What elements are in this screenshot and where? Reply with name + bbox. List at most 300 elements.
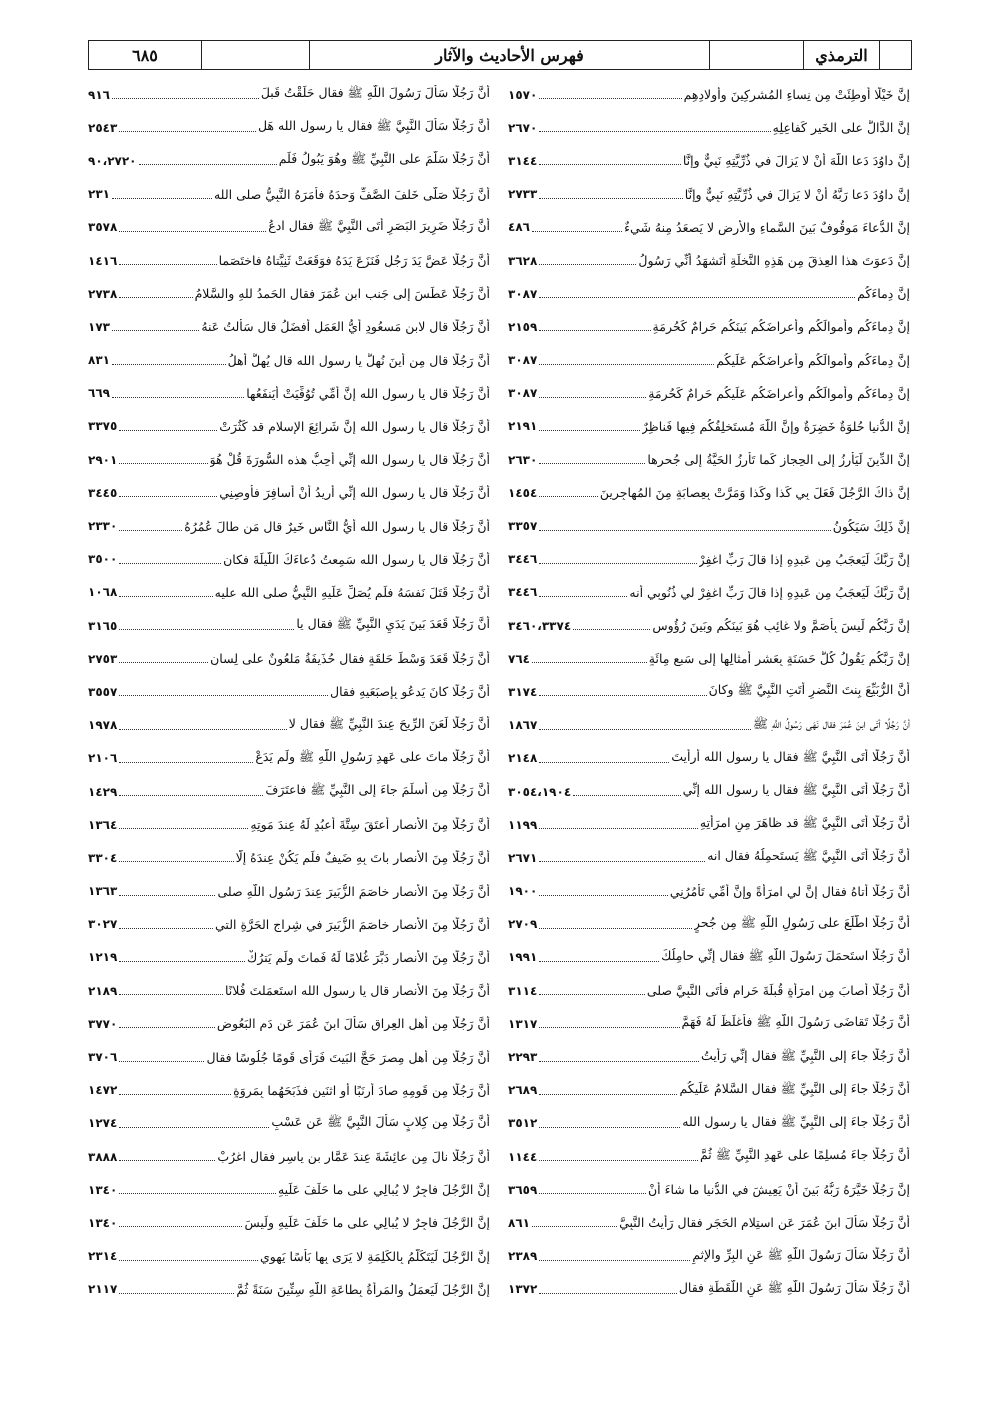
hadith-text: أنَّ رَجُلًا أتَى النَّبِيَّ ﷺ فقال يا رسول الله أرأيتَ <box>671 748 910 764</box>
hadith-number: ١٣١٧ <box>508 1016 538 1031</box>
leader-dots <box>539 721 751 730</box>
index-entry <box>88 808 490 841</box>
hadith-text: إنَّ دَعوَتَ هذا العِذقَ مِن هَذِهِ النَّخلَةِ أتَشهَدُ أنِّي رَسُولُ <box>638 253 910 269</box>
index-entry <box>88 1240 490 1273</box>
index-entry <box>508 1107 910 1140</box>
hadith-text: أنَّ رَجُلًا قال يا رسول الله إنَّ أُمِّي تُوُفِّيَتْ أيَنفَعُها <box>246 385 490 401</box>
leader-dots <box>539 1252 690 1261</box>
hadith-number: ٣٠٥٤،١٩٠٤ <box>508 784 572 799</box>
hadith-text: إنَّ الدُّنيا حُلوَةٌ خَضِرَةٌ وإنَّ اللَّهَ مُستَخلِفُكُم فِيها فَناظِرٌ <box>641 418 910 434</box>
hadith-text: إنَّ رَبَّكُم يَقُولُ كُلُّ حَسَنَةٍ بِعَشرِ أمثالِها إلى سَبعِ مِائَةٍ <box>648 651 910 667</box>
hadith-text: أنَّ رَجُلًا جاءَ إلى النَّبِيِّ ﷺ فقال إنِّي رَأيتُ <box>701 1047 910 1063</box>
index-entry <box>88 410 490 443</box>
hadith-number: ٣٥٠٠ <box>88 552 118 567</box>
hadith-text: إنَّ دِماءَكُم <box>857 286 910 302</box>
hadith-number: ٢٣١ <box>88 187 110 202</box>
index-entry <box>508 543 910 576</box>
leader-dots <box>119 223 266 232</box>
leader-dots <box>112 389 244 398</box>
leader-dots <box>539 455 645 464</box>
index-entry <box>88 941 490 974</box>
index-entry <box>508 941 910 974</box>
hadith-number: ٣١١٤ <box>508 983 538 998</box>
leader-dots <box>539 1285 677 1294</box>
hadith-text: أنَّ رَجُلًا عَضَّ يَدَ رَجُلٍ فَنَزَعَ يَدَهُ فوَقَعَتْ ثَنِيَّتاهُ فاختَصَما <box>218 253 490 269</box>
leader-dots <box>539 1019 679 1028</box>
index-entry <box>508 1206 910 1239</box>
hadith-text: أنَّ رَجُلًا مِنَ الأنصارِ خاصَمَ الزُّبَيرَ في شِراجِ الحَرَّةِ التي <box>215 916 490 932</box>
hadith-number: ٢١٤٨ <box>508 751 538 766</box>
index-entry <box>88 775 490 808</box>
index-entry <box>88 211 490 244</box>
hadith-text: أنَّ رَجُلًا مِنَ الأنصارِ أعتَقَ سِتَّةَ أعبُدٍ لَهُ عِندَ مَوتِهِ <box>250 817 490 833</box>
leader-dots <box>119 1053 204 1062</box>
hadith-text: أنَّ رَجُلًا استَحمَلَ رَسُولَ اللَّهِ ﷺ فقال إنِّي حامِلُكَ <box>661 947 910 963</box>
hadith-number: ٩٠،٢٧٢٠ <box>88 153 137 168</box>
leader-dots <box>539 389 646 398</box>
hadith-number: ٣١٦٥ <box>88 618 118 633</box>
leader-dots <box>119 289 192 298</box>
leader-dots <box>119 754 253 763</box>
hadith-text: أنَّ رَجُلًا عَطَسَ إلى جَنبِ ابنِ عُمَرَ فقال الحَمدُ للهِ والسَّلامُ <box>194 286 490 302</box>
leader-dots <box>539 986 645 995</box>
leader-dots <box>119 1185 276 1194</box>
leader-dots <box>119 1152 215 1161</box>
index-entry <box>88 111 490 144</box>
hadith-text: أنَّ رَجُلًا قال يا رسول الله إنَّ شَرائِعَ الإسلامِ قد كَثُرَتْ <box>219 418 490 434</box>
leader-dots <box>539 123 770 132</box>
leader-dots <box>112 322 199 331</box>
index-entry <box>88 310 490 343</box>
index-entry <box>88 576 490 609</box>
hadith-number: ٤٨٦ <box>508 220 530 235</box>
index-entry <box>88 377 490 410</box>
hadith-number: ١٤٢٩ <box>88 784 118 799</box>
hadith-number: ٣٧٠٦ <box>88 1050 118 1065</box>
index-entry <box>88 1140 490 1173</box>
hadith-number: ٢٧٥٣ <box>88 651 118 666</box>
leader-dots <box>573 621 650 630</box>
hadith-number: ٣٦٥٩ <box>508 1182 538 1197</box>
hadith-text: أنَّ رَجُلًا قَعَدَ وَسْطَ حَلقَةٍ فقال حُذَيفَةُ مَلعُونٌ على لِسانِ <box>210 651 490 667</box>
leader-dots <box>539 555 696 564</box>
hadith-text: أنَّ رَجُلًا مِن كِلابٍ سَألَ النَّبِيَّ ﷺ عَن عَسْبِ <box>271 1113 490 1129</box>
index-entry <box>508 509 910 542</box>
leader-dots <box>539 422 640 431</box>
book-title: الترمذي <box>803 41 879 69</box>
hadith-number: ٢٧٠٩ <box>508 917 538 932</box>
index-entry <box>508 1240 910 1273</box>
hadith-number: ٢٥٤٣ <box>88 120 118 135</box>
index-entry <box>508 1040 910 1073</box>
leader-dots <box>119 887 215 896</box>
leader-dots <box>532 1218 617 1227</box>
leader-dots <box>539 588 627 597</box>
hadith-number: ٣٣٧٥ <box>88 419 118 434</box>
leader-dots <box>119 555 221 564</box>
index-entry <box>508 609 910 642</box>
hadith-text: أنَّ رَجُلًا أصابَ مِنِ امرَأةٍ قُبلَةَ حَرامٍ فأتَى النَّبِيَّ صلى <box>646 983 910 999</box>
hadith-number: ١٧٣ <box>88 319 110 334</box>
index-entry <box>508 1173 910 1206</box>
index-entry <box>508 377 910 410</box>
index-entry <box>508 875 910 908</box>
hadith-text: إنَّ الدِّينَ لَيَأرِزُ إلى الحِجازِ كَما تَأرِزُ الحَيَّةُ إلى جُحرِها <box>647 452 910 468</box>
hadith-number: ٢١٥٩ <box>508 319 538 334</box>
hadith-number: ٧٦٤ <box>508 651 530 666</box>
leader-dots <box>119 1019 215 1028</box>
index-entry <box>508 742 910 775</box>
leader-dots <box>539 256 636 265</box>
hadith-text: إنَّ دِماءَكُم وأَموالَكُم وأَعراضَكُم بَينَكُم حَرامٌ كَحُرمَةِ <box>652 319 910 335</box>
hadith-text: إنَّ داوُدَ دَعا اللَّهَ أنْ لا يَزالَ في ذُرِّيَّتِهِ نَبِيٌّ وإنَّا <box>682 153 910 169</box>
leader-dots <box>532 223 622 232</box>
header-blank-cell <box>709 41 803 69</box>
hadith-text: إنَّ الرَّجُلَ لَيَعمَلُ والمَرأةُ بِطاعَةِ اللَّهِ سِتِّينَ سَنَةً ثُمَّ <box>236 1281 490 1297</box>
hadith-number: ٢٩٠١ <box>88 452 118 467</box>
leader-dots <box>119 787 263 796</box>
leader-dots <box>539 289 855 298</box>
hadith-number: ٢٦٧١ <box>508 850 538 865</box>
leader-dots <box>539 90 681 99</box>
hadith-text: أنَّ رَجُلًا جاءَ مُسلِمًا على عَهدِ النَّبِيِّ ﷺ ثُمَّ <box>699 1147 910 1163</box>
index-entry <box>88 178 490 211</box>
leader-dots <box>539 322 650 331</box>
leader-dots <box>119 820 248 829</box>
hadith-text: أنَّ رَجُلًا أتَى ابنَ عُمَرَ فقال نَهَى رَسُولُ اللَّهِ ﷺ <box>752 715 910 731</box>
hadith-number: ١٤١٦ <box>88 253 118 268</box>
hadith-text: أنَّ رَجُلًا ضَرِيرَ البَصَرِ أتَى النَّبِيَّ ﷺ فقال ادعُ <box>268 217 490 233</box>
leader-dots <box>119 687 328 696</box>
leader-dots <box>119 853 233 862</box>
index-entry <box>508 1007 910 1040</box>
leader-dots <box>119 621 294 630</box>
hadith-number: ٣٠٨٧ <box>508 386 538 401</box>
leader-dots <box>539 1119 680 1128</box>
hadith-number: ١٥٧٠ <box>508 87 538 102</box>
hadith-number: ٢٧٣٨ <box>88 286 118 301</box>
hadith-text: أنَّ رَجُلًا مِن قَومِهِ صادَ أرنَبًا أو اثنَينِ فذَبَحَهُما بِمَروَةٍ <box>233 1082 490 1098</box>
hadith-text: إنَّ خَيْلًا أُوطِئَتْ مِن نِساءِ المُشركِينَ وأَولادِهِم <box>683 87 910 103</box>
hadith-number: ٢٣١٤ <box>88 1249 118 1264</box>
hadith-text: أنَّ رَجُلًا سَأَلَ رَسُولَ اللَّهِ ﷺ عَنِ البِرِّ والإثمِ <box>692 1246 910 1262</box>
index-entry <box>88 244 490 277</box>
index-entry <box>508 277 910 310</box>
leader-dots <box>112 90 259 99</box>
hadith-text: إنَّ رَبَّكُم لَيسَ بِأَصَمَّ ولا غائِبٍ هُوَ بَينَكُم وبَينَ رُؤُوسِ <box>652 618 910 634</box>
hadith-text: أنَّ رَجُلًا أتاهُ فقال إنَّ لي امرَأةً وإنَّ أُمِّي تَأمُرُنِي <box>669 883 910 899</box>
index-entry <box>88 543 490 576</box>
hadith-number: ٦٦٩ <box>88 386 110 401</box>
hadith-number: ١٩٠٠ <box>508 884 538 899</box>
hadith-number: ٣١٧٤ <box>508 684 538 699</box>
hadith-number: ١١٤٤ <box>508 1149 538 1164</box>
hadith-number: ٢٣٨٩ <box>508 1249 538 1264</box>
leader-dots <box>539 887 668 896</box>
hadith-text: أنَّ رَجُلًا تَقاضَى رَسُولَ اللَّهِ ﷺ فأغلَظَ لَهُ فَهَمَّ <box>681 1014 910 1030</box>
index-entry <box>88 709 490 742</box>
hadith-text: أنَّ رَجُلًا مِنَ الأنصارِ قال يا رسول الله استَعمَلتَ فُلانًا <box>224 983 490 999</box>
index-entry <box>88 277 490 310</box>
index-entry <box>508 244 910 277</box>
hadith-number: ١٩٩١ <box>508 950 538 965</box>
hadith-number: ١٤٥٤ <box>508 485 538 500</box>
hadith-text: أنَّ رَجُلًا سَأَلَ ابنَ عُمَرَ عَنِ استِلامِ الحَجَرِ فقال رَأيتُ النَّبِيَّ <box>619 1215 910 1231</box>
hadith-text: إنَّ رَجُلًا خَيَّرَهُ رَبُّهُ بَينَ أنْ يَعِيشَ في الدُّنيا ما شاءَ أنْ <box>648 1182 910 1198</box>
index-entry <box>508 576 910 609</box>
index-entry <box>88 642 490 675</box>
leader-dots <box>539 1053 699 1062</box>
index-entry <box>508 78 910 111</box>
index-entry <box>508 1140 910 1173</box>
hadith-text: أنَّ رَجُلًا أتَى النَّبِيَّ ﷺ فقال يا رسول الله إنِّي <box>682 782 910 798</box>
index-entry <box>508 310 910 343</box>
leader-dots <box>539 522 830 531</box>
leader-dots <box>112 190 212 199</box>
hadith-text: أنَّ رَجُلًا قال يا رسول الله أيُّ النَّاسِ خَيرٌ قال مَن طالَ عُمُرُهُ <box>184 518 490 534</box>
hadith-number: ١٣٤٠ <box>88 1182 118 1197</box>
hadith-number: ٢٦٨٩ <box>508 1083 538 1098</box>
hadith-text: أنَّ رَجُلًا صَلَّى خَلفَ الصَّفِّ وَحدَهُ فأمَرَهُ النَّبِيُّ صلى الله <box>213 186 490 202</box>
hadith-number: ٣١٤٤ <box>508 153 538 168</box>
index-entry <box>88 1007 490 1040</box>
hadith-number: ١١٩٩ <box>508 817 538 832</box>
index-entry <box>508 111 910 144</box>
leader-dots <box>573 787 680 796</box>
hadith-number: ١٣٧٢ <box>508 1282 538 1297</box>
hadith-number: ٣٤٤٦ <box>508 585 538 600</box>
index-entry <box>508 675 910 708</box>
hadith-text: أنَّ رَجُلًا مِنَ الأنصارِ دَبَّرَ غُلامًا لَهُ فَماتَ ولَم يَترُكْ <box>247 949 490 965</box>
leader-dots <box>119 654 208 663</box>
hadith-text: أنَّ رَجُلًا قال يا رسول الله سَمِعتُ دُعاءَكَ اللَّيلَةَ فكان <box>223 551 490 567</box>
header-blank-cell <box>879 41 913 69</box>
hadith-number: ٣٠٢٧ <box>88 917 118 932</box>
index-entry <box>88 1173 490 1206</box>
hadith-text: إنَّ الرَّجُلَ لَيَتَكَلَّمُ بِالكَلِمَةِ لا يَرَى بِها بَأسًا يَهوِي <box>260 1248 490 1264</box>
index-entry <box>508 476 910 509</box>
page-header <box>88 40 912 70</box>
leader-dots <box>539 488 598 497</box>
page-title: فهرس الأحاديث والآثار <box>309 41 709 69</box>
index-entry <box>88 78 490 111</box>
index-entry <box>508 144 910 177</box>
page-number: ٦٨٥ <box>132 45 158 65</box>
index-entry <box>508 211 910 244</box>
hadith-number: ٢٧٣٣ <box>508 187 538 202</box>
hadith-text: أنَّ رَجُلًا قال لابنِ مَسعُودٍ أيُّ العَمَلِ أفضَلُ قال سَألتُ عَنهُ <box>201 319 490 335</box>
leader-dots <box>119 1119 269 1128</box>
hadith-text: أنَّ رَجُلًا سَأَلَ رَسُولَ اللَّهِ ﷺ عَنِ اللُّقَطَةِ فقال <box>678 1279 910 1295</box>
leader-dots <box>539 953 659 962</box>
leader-dots <box>119 522 182 531</box>
index-entry <box>88 875 490 908</box>
hadith-number: ٨٣١ <box>88 353 110 368</box>
index-entry <box>508 1074 910 1107</box>
index-entry <box>508 1273 910 1306</box>
leader-dots <box>119 986 223 995</box>
leader-dots <box>119 422 217 431</box>
hadith-text: أنَّ رَجُلًا جاءَ إلى النَّبِيِّ ﷺ فقال السَّلامُ عَلَيكُم <box>679 1080 910 1096</box>
index-entry <box>88 742 490 775</box>
index-entry <box>88 1273 490 1306</box>
hadith-text: إنَّ الدَّالَّ على الخَيرِ كَفاعِلِهِ <box>772 120 910 136</box>
index-entry <box>88 1074 490 1107</box>
index-entry <box>508 808 910 841</box>
hadith-text: إنَّ الرَّجُلَ فاجِرٌ لا يُبالِي على ما حَلَفَ عَلَيهِ <box>277 1182 490 1198</box>
index-entry <box>88 675 490 708</box>
leader-dots <box>112 356 226 365</box>
index-entry <box>508 410 910 443</box>
hadith-text: أنَّ رَجُلًا سَلَّمَ على النَّبِيِّ ﷺ وهُوَ يَبُولُ فَلَم <box>278 151 490 167</box>
hadith-number: ٣٥٥٧ <box>88 684 118 699</box>
leader-dots <box>539 190 682 199</box>
hadith-text: أنَّ رَجُلًا أتَى النَّبِيَّ ﷺ قد ظاهَرَ مِنِ امرَأتِهِ <box>699 815 910 831</box>
hadith-number: ١٣٦٤ <box>88 817 118 832</box>
hadith-number: ١٨٦٧ <box>508 718 538 733</box>
index-entry <box>88 1040 490 1073</box>
hadith-number: ٣٣٥٧ <box>508 519 538 534</box>
hadith-number: ٢١٠٦ <box>88 751 118 766</box>
hadith-text: إنَّ ذاكَ الرَّجُلَ فَعَلَ بِي كَذا وكَذا وَمَرَّتْ بِعِصابَةٍ مِنَ المُهاجِرِينَ <box>599 485 910 501</box>
leader-dots <box>539 754 669 763</box>
leader-dots <box>119 256 216 265</box>
index-entry <box>88 908 490 941</box>
leader-dots <box>119 488 217 497</box>
index-entry <box>88 609 490 642</box>
hadith-text: أنَّ رَجُلًا مِن أسلَمَ جاءَ إلى النَّبِيِّ ﷺ فاعتَرَفَ <box>265 782 490 798</box>
leader-dots <box>119 455 207 464</box>
hadith-number: ١٠٦٨ <box>88 585 118 600</box>
hadith-text: إنَّ الرَّجُلَ فاجِرٌ لا يُبالِي على ما حَلَفَ عَلَيهِ ولَيسَ <box>244 1215 490 1231</box>
hadith-text: أنَّ رَجُلًا قال يا رسول الله إنِّي أُحِبُّ هذه السُّورَةَ قُلْ هُوَ <box>209 452 490 468</box>
index-entry <box>88 443 490 476</box>
hadith-number: ١٢١٩ <box>88 950 118 965</box>
index-entry <box>88 476 490 509</box>
leader-dots <box>539 687 706 696</box>
hadith-number: ٣٠٨٧ <box>508 286 538 301</box>
leader-dots <box>119 123 256 132</box>
leader-dots <box>539 1086 677 1095</box>
hadith-number: ١٩٧٨ <box>88 718 118 733</box>
hadith-text: إنَّ دِماءَكُم وأَموالَكُم وأَعراضَكُم عَلَيكُم حَرامٌ كَحُرمَةِ <box>648 385 910 401</box>
leader-dots <box>119 1252 258 1261</box>
hadith-number: ١٢٧٤ <box>88 1116 118 1131</box>
hadith-text: أنَّ رَجُلًا قال يا رسول الله إنِّي أُرِيدُ أنْ أُسافِرَ فأوصِنِي <box>219 485 490 501</box>
hadith-number: ٣٠٨٧ <box>508 353 538 368</box>
hadith-number: ١٤٧٢ <box>88 1083 118 1098</box>
hadith-number: ٢٣٣٠ <box>88 519 118 534</box>
hadith-number: ٢١٨٩ <box>88 983 118 998</box>
hadith-text: إنَّ الدُّعاءَ مَوقُوفٌ بَينَ السَّماءِ والأرضِ لا يَصعَدُ مِنهُ شَيءٌ <box>624 219 910 235</box>
hadith-number: ٢١٩١ <box>508 419 538 434</box>
leader-dots <box>539 820 698 829</box>
index-entry <box>88 1206 490 1239</box>
hadith-number: ٢٦٧٠ <box>508 120 538 135</box>
hadith-text: أنَّ رَجُلًا كانَ يَدعُو بِإصبَعَيهِ فقال <box>329 684 490 700</box>
index-entry <box>88 344 490 377</box>
index-entry <box>88 974 490 1007</box>
leader-dots <box>539 920 692 929</box>
hadith-text: أنَّ رَجُلًا نالَ مِن عائِشَةَ عِندَ عَمَّارِ بنِ ياسِرٍ فقال اغرُبْ <box>217 1149 490 1165</box>
hadith-number: ٣٤٤٥ <box>88 485 118 500</box>
index-entry <box>508 344 910 377</box>
hadith-text: إنَّ داوُدَ دَعا رَبَّهُ أنْ لا يَزالَ في ذُرِّيَّتِهِ نَبِيٌّ وإنَّا <box>684 186 910 202</box>
hadith-text: أنَّ رَجُلًا لَعَنَ الرِّيحَ عِندَ النَّبِيِّ ﷺ فقال لا <box>288 715 490 731</box>
hadith-number: ١٣٦٣ <box>88 884 118 899</box>
hadith-number: ٣٨٨٨ <box>88 1149 118 1164</box>
index-entry <box>508 709 910 742</box>
index-entry <box>88 144 490 177</box>
hadith-text: أنَّ رَجُلًا مِنَ الأنصارِ خاصَمَ الزُّبَيرَ عِندَ رَسُولِ اللَّهِ صلى <box>217 883 490 899</box>
index-entry <box>508 443 910 476</box>
leader-dots <box>119 1218 242 1227</box>
leader-dots <box>119 1086 231 1095</box>
hadith-number: ٣٤٤٦ <box>508 552 538 567</box>
hadith-number: ٢٦٣٠ <box>508 452 538 467</box>
leader-dots <box>539 1152 698 1161</box>
hadith-text: أنَّ رَجُلًا أتَى النَّبِيَّ ﷺ يَستَحمِلُهُ فقال انه <box>707 848 910 864</box>
index-entry <box>88 841 490 874</box>
hadith-text: أنَّ رَجُلًا سَأَلَ رَسُولَ اللَّهِ ﷺ فقال حَلَقْتُ قَبلَ <box>260 85 490 101</box>
hadith-text: إنَّ دِماءَكُم وأَموالَكُم وأَعراضَكُم عَلَيكُم <box>716 352 910 368</box>
leader-dots <box>539 853 705 862</box>
hadith-number: ٣٣٠٤ <box>88 850 118 865</box>
hadith-number: ٣٥٧٨ <box>88 220 118 235</box>
hadith-number: ٩١٦ <box>88 87 110 102</box>
index-entry <box>508 775 910 808</box>
index-entry <box>508 178 910 211</box>
hadith-text: أنَّ رَجُلًا مِنَ الأنصارِ باتَ بِهِ ضَيفٌ فلَم يَكُنْ عِندَهُ إلَّا <box>235 850 490 866</box>
index-entry <box>88 1107 490 1140</box>
hadith-number: ٣٦٢٨ <box>508 253 538 268</box>
leader-dots <box>119 1285 234 1294</box>
leader-dots <box>539 356 714 365</box>
leader-dots <box>539 156 681 165</box>
hadith-text: أنَّ رَجُلًا ماتَ على عَهدِ رَسُولِ اللَّهِ ﷺ ولَم يَدَعْ <box>255 748 490 764</box>
hadith-number: ٢٢٩٣ <box>508 1050 538 1065</box>
hadith-number: ٢١١٧ <box>88 1282 118 1297</box>
hadith-text: أنَّ رَجُلًا قَعَدَ بَينَ يَدَيِ النَّبِيِّ ﷺ فقال يا <box>296 616 490 632</box>
hadith-text: أنَّ رَجُلًا مِن أهلِ العِراقِ سَألَ ابنَ عُمَرَ عَن دَمِ البَعُوضِ <box>216 1016 490 1032</box>
left-index-column <box>88 78 490 1306</box>
leader-dots <box>119 953 245 962</box>
hadith-text: إنَّ ذَلِكَ سَيَكُونُ <box>832 518 910 534</box>
hadith-text: أنَّ رَجُلًا قال مِن أينَ نُهِلُّ يا رسول الله قال يُهِلُّ أهلُ <box>227 352 490 368</box>
hadith-number: ٨٦١ <box>508 1215 530 1230</box>
leader-dots <box>119 721 287 730</box>
leader-dots <box>139 156 277 165</box>
hadith-number: ٣٥١٢ <box>508 1116 538 1131</box>
index-entry <box>508 974 910 1007</box>
leader-dots <box>119 588 212 597</box>
hadith-text: أنَّ رَجُلًا سَأَلَ النَّبِيَّ ﷺ فقال يا رسول الله هَل <box>257 118 490 134</box>
hadith-text: إنَّ رَبَّكَ لَيَعجَبُ مِن عَبدِهِ إذا قالَ رَبِّ اغفِرْ لي ذُنُوبِي أنه <box>629 584 910 600</box>
index-entry <box>508 642 910 675</box>
hadith-text: أنَّ رَجُلًا جاءَ إلى النَّبِيِّ ﷺ فقال يا رسول الله <box>682 1113 910 1129</box>
header-blank-cell <box>201 41 309 69</box>
leader-dots <box>532 654 647 663</box>
hadith-text: إنَّ رَبَّكَ لَيَعجَبُ مِن عَبدِهِ إذا قالَ رَبِّ اغفِرْ <box>698 551 910 567</box>
index-entry <box>508 908 910 941</box>
index-entry <box>88 509 490 542</box>
hadith-number: ٣٤٦٠،٣٣٧٤ <box>508 618 572 633</box>
right-index-column <box>508 78 910 1306</box>
hadith-text: أنَّ رَجُلًا اطَّلَعَ على رَسُولِ اللَّهِ ﷺ مِن جُحرٍ <box>693 914 910 930</box>
index-entry <box>508 841 910 874</box>
hadith-number: ١٣٤٠ <box>88 1215 118 1230</box>
leader-dots <box>539 1185 646 1194</box>
